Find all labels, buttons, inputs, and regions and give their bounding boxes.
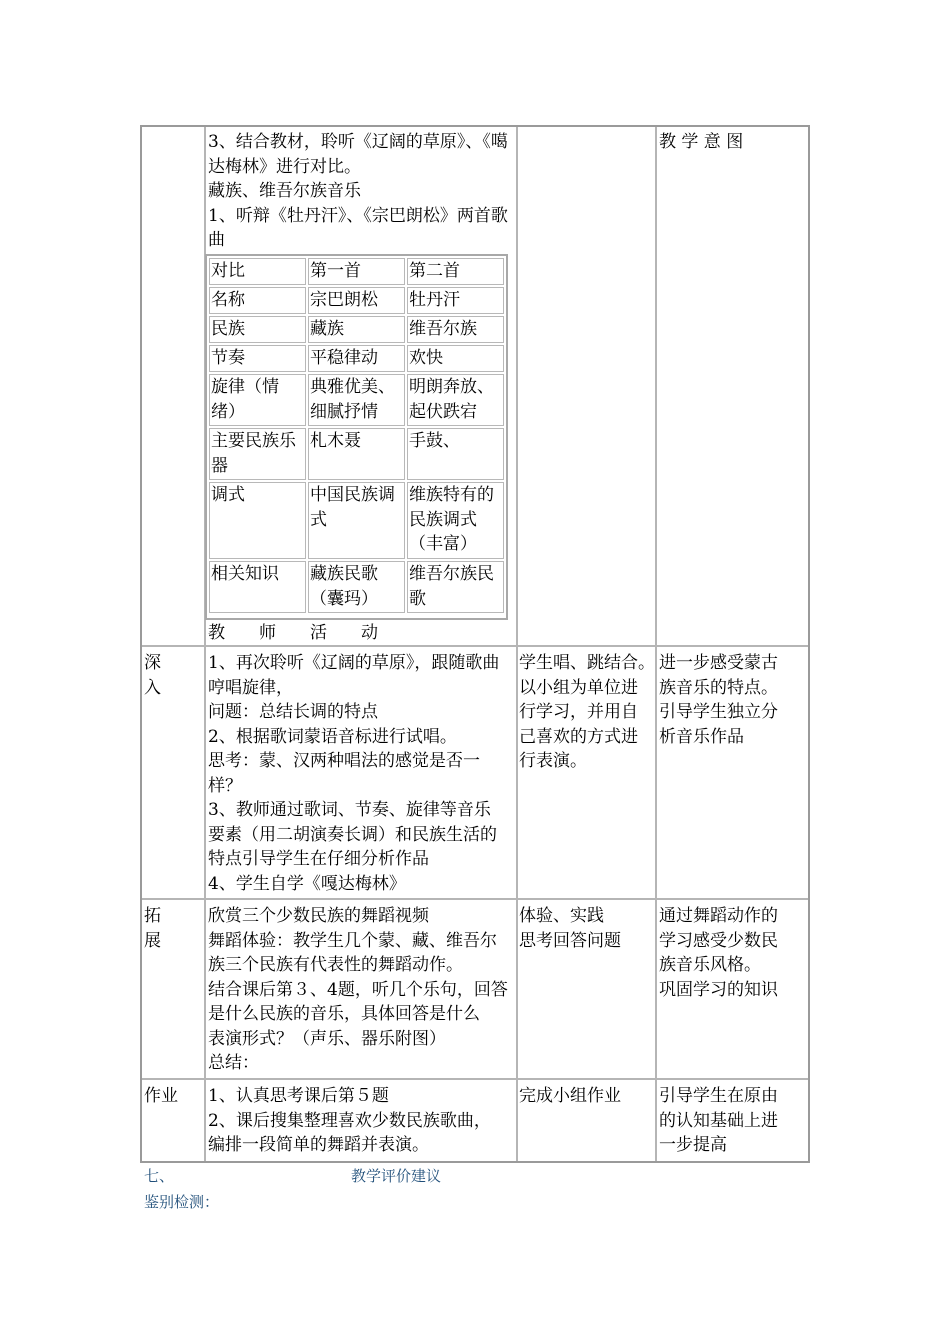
intent-column-header: 教 学 意 图 (659, 132, 744, 152)
comparison-cell: 藏族 (308, 316, 405, 343)
row2-intent-text: 进一步感受蒙古 族音乐的特点。 引导学生独立分 析音乐作品 (659, 653, 778, 747)
section-title: 教学评价建议 (351, 1167, 442, 1185)
comparison-cell: 札木聂 (308, 428, 405, 480)
comparison-cell: 第二首 (407, 258, 504, 285)
row4-teacher-text: 1、认真思考课后第５题 2、课后搜集整理喜欢少数民族歌曲， 编排一段简单的舞蹈并表演。 (208, 1086, 491, 1155)
row3-teacher-text: 欣赏三个少数民族的舞蹈视频 舞蹈体验：教学生几个蒙、藏、维吾尔 族三个民族有代表性的舞蹈动作。 结合课后第３、4题，听几个乐句，回答 是什么民族的音乐，具体回答是什么 表演形式？（声乐、器乐附图） 总结： (208, 906, 508, 1073)
comparison-cell: 民族 (209, 316, 306, 343)
comparison-cell: 维吾尔族民歌 (407, 561, 504, 613)
comparison-cell: 名称 (209, 287, 306, 314)
comparison-cell: 旋律（情绪） (209, 374, 306, 426)
comparison-row (209, 258, 504, 285)
comparison-cell: 手鼓、 (407, 428, 504, 480)
column-divider-2 (516, 127, 518, 1161)
comparison-cell: 典雅优美、细腻抒情 (308, 374, 405, 426)
comparison-cell: 藏族民歌（囊玛） (308, 561, 405, 613)
row3-intent-text: 通过舞蹈动作的 学习感受少数民 族音乐风格。 巩固学习的知识 (659, 906, 778, 1000)
comparison-row (209, 287, 504, 314)
comparison-cell: 维族特有的民族调式（丰富） (407, 482, 504, 559)
comparison-cell: 调式 (209, 482, 306, 559)
comparison-cell: 主要民族乐器 (209, 428, 306, 480)
comparison-row (209, 482, 504, 559)
section-number: 七、 (144, 1167, 175, 1185)
assessment-label: 鉴别检测： (144, 1193, 220, 1211)
row-divider-3 (142, 1078, 808, 1080)
comparison-cell: 相关知识 (209, 561, 306, 613)
comparison-cell: 平稳律动 (308, 345, 405, 372)
row3-student-text: 体验、实践 思考回答问题 (519, 906, 621, 951)
column-divider-3 (655, 127, 657, 1161)
row-divider-2 (142, 898, 808, 900)
comparison-row (209, 374, 504, 426)
teacher-activity-label: 教 师 活 动 (208, 623, 378, 643)
stage-homework: 作业 (144, 1086, 178, 1106)
comparison-cell: 明朗奔放、起伏跌宕 (407, 374, 504, 426)
comparison-cell: 第一首 (308, 258, 405, 285)
comparison-row (209, 345, 504, 372)
comparison-cell: 中国民族调式 (308, 482, 405, 559)
row4-student-text: 完成小组作业 (519, 1086, 621, 1106)
comparison-row (209, 561, 504, 613)
comparison-cell: 牡丹汗 (407, 287, 504, 314)
row1-teacher-text: 3、结合教材，聆听《辽阔的草原》、《噶 达梅林》进行对比。 藏族、维吾尔族音乐 1、听辩《牡丹汗》、《宗巴朗松》两首歌 曲 (208, 132, 508, 250)
comparison-cell: 维吾尔族 (407, 316, 504, 343)
comparison-row (209, 316, 504, 343)
stage-extend: 拓 展 (144, 906, 161, 951)
comparison-cell: 对比 (209, 258, 306, 285)
comparison-cell: 宗巴朗松 (308, 287, 405, 314)
comparison-table (205, 254, 508, 620)
comparison-row (209, 428, 504, 480)
stage-deepen: 深 入 (144, 653, 161, 698)
row2-teacher-text: 1、再次聆听《辽阔的草原》，跟随歌曲 哼唱旋律， 问题：总结长调的特点 2、根据歌词蒙语音标进行试唱。 思考：蒙、汉两种唱法的感觉是否一 样？ 3、教师通过歌词、节奏、旋律等音乐 要素（用二胡演奏长调）和民族生活的 特点引导学生在仔细分析作品 4、学生自学《嘎达梅林》 (208, 653, 500, 894)
comparison-cell: 欢快 (407, 345, 504, 372)
comparison-cell: 节奏 (209, 345, 306, 372)
row4-intent-text: 引导学生在原由 的认知基础上进 一步提高 (659, 1086, 778, 1155)
row2-student-text: 学生唱、跳结合。 以小组为单位进 行学习，并用自 己喜欢的方式进 行表演。 (519, 653, 655, 771)
